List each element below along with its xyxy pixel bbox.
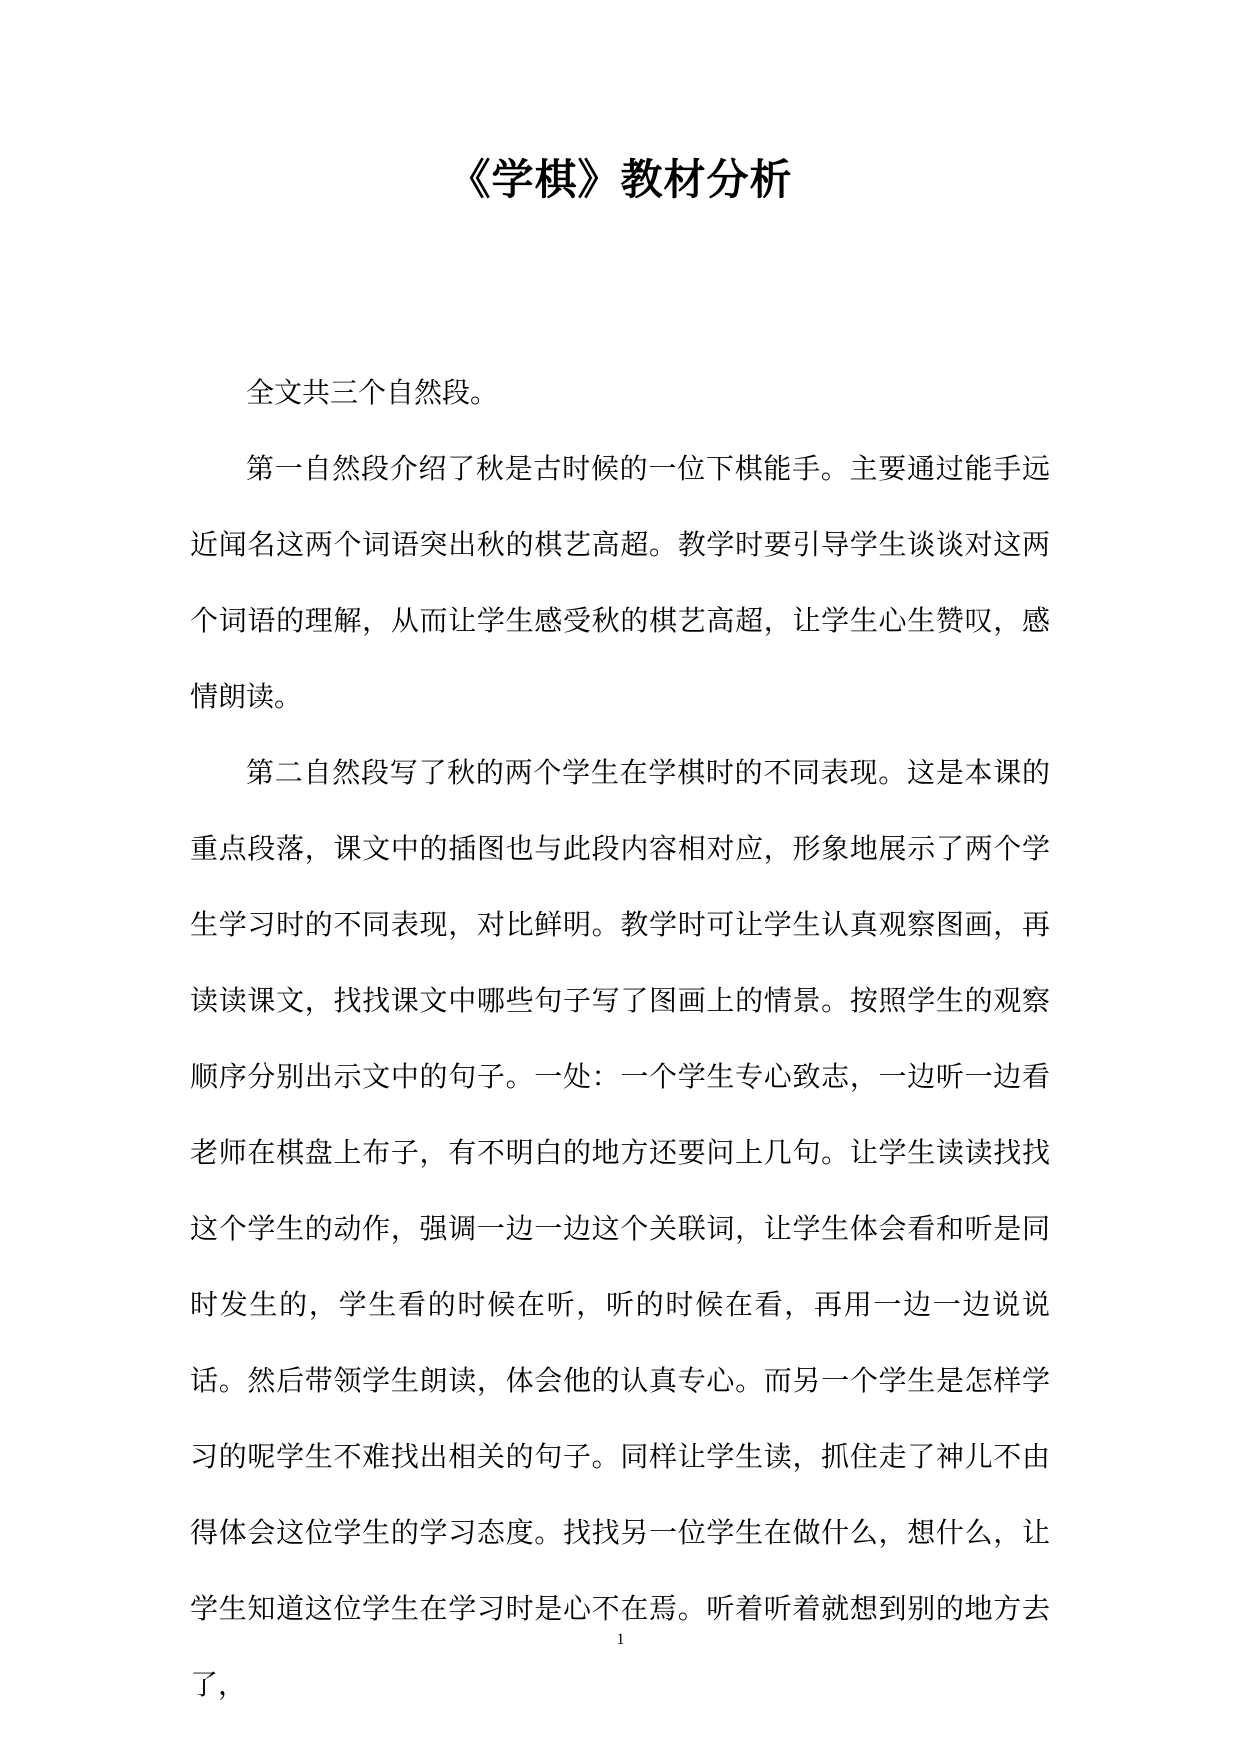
document-body [190, 355, 1050, 1723]
document-title: 《学棋》教材分析 [448, 155, 793, 204]
paragraph-2: 第一自然段介绍了秋是古时候的一位下棋能手。主要通过能手远近闻名这两个词语突出秋的棋艺高超。教学时要引导学生谈谈对这两个词语的理解，从而让学生感受秋的棋艺高超，让学生心生赞叹，感情朗读。 [190, 452, 1050, 713]
paragraph-1: 全文共三个自然段。 [246, 376, 499, 409]
page-number: 1 [616, 1631, 625, 1648]
paragraph-3: 第二自然段写了秋的两个学生在学棋时的不同表现。这是本课的重点段落，课文中的插图也与此段内容相对应，形象地展示了两个学生学习时的不同表现，对比鲜明。教学时可让学生认真观察图画，再读读课文，找找课文中哪些句子写了图画上的情景。按照学生的观察顺序分别出示文中的句子。一处：一个学生专心致志，一边听一边看老师在棋盘上布子，有不明白的地方还要问上几句。让学生读读找找这个学生的动作，强调一边一边这个关联词，让学生体会看和听是同时发生的，学生看的时候在听，听的时候在看，再用一边一边说说话。然后带领学生朗读，体会他的认真专心。而另一个学生是怎样学习的呢学生不难找出相关的句子。同样让学生读，抓住走了神儿不由得体会这位学生的学习态度。找找另一位学生在做什么，想什么，让学生知道这位学生在学习时是心不在焉。听着听着就想到别的地方去了， [190, 756, 1050, 1701]
